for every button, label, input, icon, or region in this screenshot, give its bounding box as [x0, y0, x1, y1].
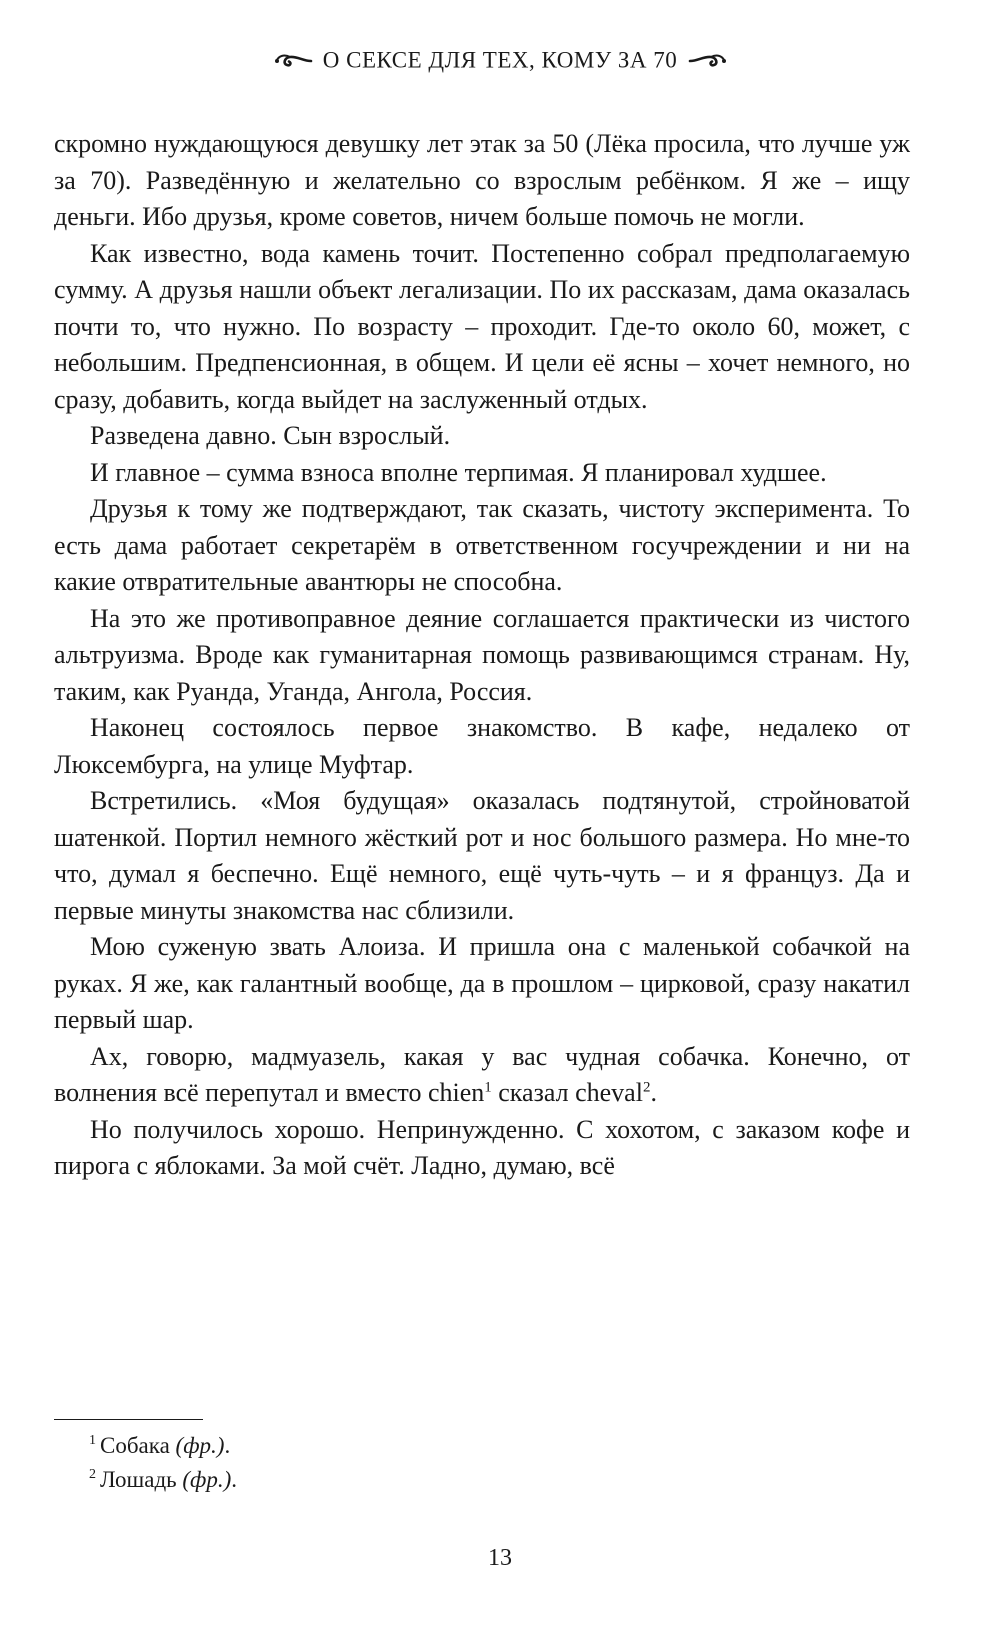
fleuron-right-icon — [688, 52, 728, 70]
paragraph: Как известно, вода камень точит. Постепенно собрал предполагаемую сумму. А друзья нашли объект легализации. По их рассказам, дама оказалась почти то, что нужно. По возрасту – проходит. Где-то около 60, может, с небольшим. Предпенсионная, в общем. И цели её ясны – хочет немного, но сразу, добавить, когда выйдет на заслуженный отдых. — [54, 238, 910, 414]
footnote-ref-1[interactable]: 1 — [484, 1079, 492, 1096]
fleuron-left-icon — [273, 52, 313, 70]
footnote-1 — [89, 1429, 889, 1463]
paragraph: Друзья к тому же подтверждают, так сказать, чистоту эксперимента. То есть дама работает секретарём в ответственном госучреждении и ни на какие отвратительные авантюры не способна. — [54, 494, 910, 596]
paragraph-with-footnotes — [54, 1039, 910, 1112]
paragraph: Разведена давно. Сын взрослый. — [90, 421, 451, 450]
footnote-text: Собака — [100, 1433, 176, 1458]
paragraph-text: . — [650, 1078, 657, 1107]
paragraph: скромно нуждающуюся девушку лет этак за 50 (Лёка просила, что лучше уж за 70). Разведённую и желательно со взрослым ребёнком. Я же – ищу деньги. Ибо друзья, кроме советов, ничем больше помочь не могли. — [54, 129, 910, 231]
running-head-title: О СЕКСЕ ДЛЯ ТЕХ, КОМУ ЗА 70 — [322, 47, 678, 73]
paragraph-text: Ах, говорю, мадмуазель, какая у вас чудная собачка. Конечно, от волнения всё перепутал и вместо chien — [54, 1041, 910, 1107]
footnote-2 — [89, 1463, 889, 1497]
paragraph: И главное – сумма взноса вполне терпимая. Я планировал худшее. — [90, 457, 827, 487]
footnote-end: . — [231, 1467, 238, 1492]
footnote-number: 1 — [89, 1433, 96, 1449]
paragraph: Но получилось хорошо. Непринужденно. С хохотом, с заказом кофе и пирога с яблоками. За мой счёт. Ладно, думаю, всё — [54, 1114, 910, 1180]
running-head — [0, 46, 1000, 74]
footnote-ref-2[interactable]: 2 — [642, 1079, 651, 1096]
page-number: 13 — [488, 1545, 512, 1571]
footnote-number: 2 — [89, 1467, 96, 1483]
body-text — [54, 126, 910, 1185]
paragraph-text: сказал cheval — [491, 1078, 643, 1107]
paragraph: Наконец состоялось первое знакомство. В кафе, недалеко от Люксембурга, на улице Муфтар. — [54, 713, 910, 779]
footnote-lang: (фр.) — [182, 1467, 232, 1492]
footnote-lang: (фр.) — [175, 1433, 225, 1458]
paragraph: На это же противоправное деяние соглашается практически из чистого альтруизма. Вроде как гуманитарная помощь развивающимся странам. Ну, таким, как Руанда, Уганда, Ангола, Россия. — [54, 603, 910, 706]
paragraph: Встретились. «Моя будущая» оказалась подтянутой, стройноватой шатенкой. Портил немного жёсткий рот и нос большого размера. Но мне-то что, думал я беспечно. Ещё немного, ещё чуть-чуть – и я француз. Да и первые минуты знакомства нас сблизили. — [54, 786, 910, 925]
footnote-text: Лошадь — [100, 1467, 183, 1492]
paragraph: Мою суженую звать Алоиза. И пришла она с маленькой собачкой на руках. Я же, как галантный вообще, да в прошлом – цирковой, сразу накатил первый шар. — [54, 932, 910, 1034]
footnotes — [89, 1429, 889, 1497]
footnote-divider — [54, 1419, 203, 1420]
footnote-end: . — [224, 1433, 231, 1458]
